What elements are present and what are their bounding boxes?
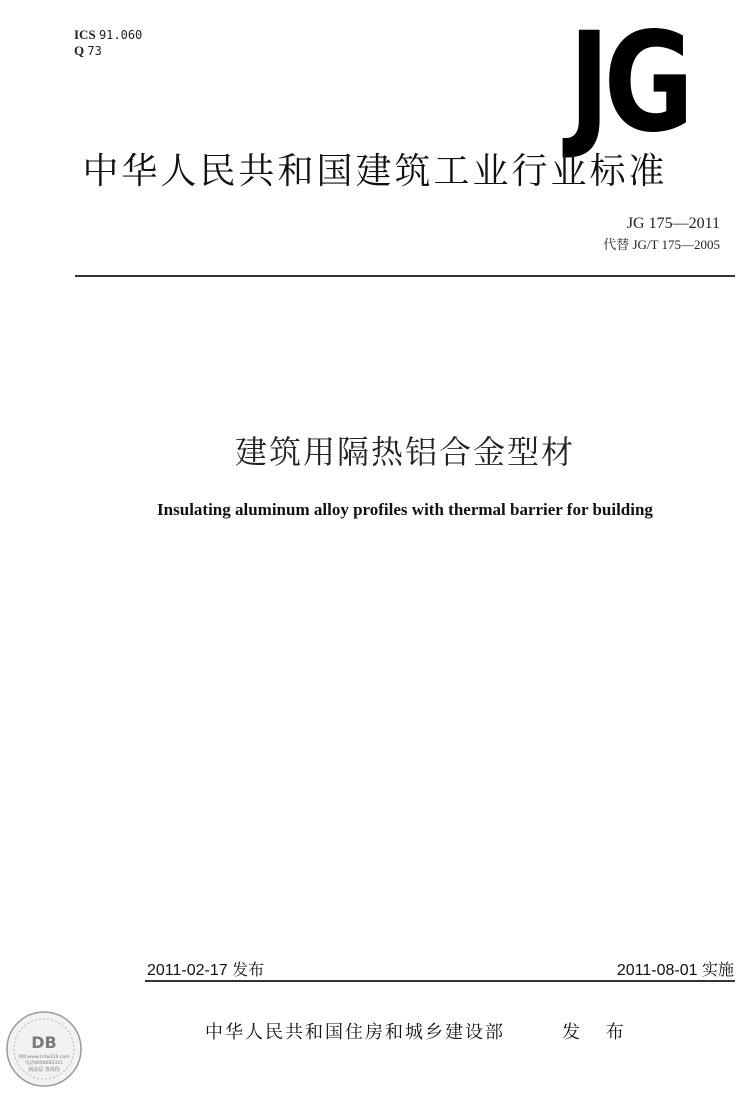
standard-number-block bbox=[603, 215, 720, 253]
header-divider bbox=[75, 275, 735, 277]
standard-number: JG 175—2011 bbox=[626, 215, 720, 232]
document-title-cn: 建筑用隔热铝合金型材 bbox=[234, 433, 575, 471]
ics-code: 91.060 bbox=[98, 28, 143, 42]
footer-divider bbox=[145, 980, 735, 982]
effective-date: 2011-08-01 实施 bbox=[616, 962, 734, 979]
replaces-standard: 代替 JG/T 175—2005 bbox=[603, 237, 720, 252]
classification-codes bbox=[74, 27, 142, 59]
document-title-en: Insulating aluminum alloy profiles with thermal barrier for building bbox=[157, 500, 653, 519]
issue-date: 2011-02-17 发布 bbox=[147, 962, 265, 979]
ics-label: ICS bbox=[74, 27, 96, 42]
stamp-line-2: 电话4006682315 bbox=[25, 1061, 63, 1066]
stamp-center-text: DB bbox=[31, 1033, 57, 1052]
stamp-line-1: 网址www.cnfw310.com bbox=[18, 1055, 70, 1060]
jg-logo: JG bbox=[568, 2, 688, 163]
ccs-label: Q bbox=[74, 43, 85, 58]
page-title: 中华人民共和国建筑工业行业标准 bbox=[82, 151, 668, 192]
publisher-name: 中华人民共和国住房和城乡建设部 bbox=[205, 1022, 505, 1043]
ccs-line bbox=[74, 43, 142, 59]
anti-counterfeit-stamp-icon bbox=[5, 1010, 83, 1088]
stamp-line-3: 刮涂层 查真伪 bbox=[28, 1067, 60, 1073]
ccs-code: 73 bbox=[87, 44, 102, 58]
publish-label: 发 布 bbox=[562, 1022, 634, 1043]
ics-line bbox=[74, 27, 142, 43]
